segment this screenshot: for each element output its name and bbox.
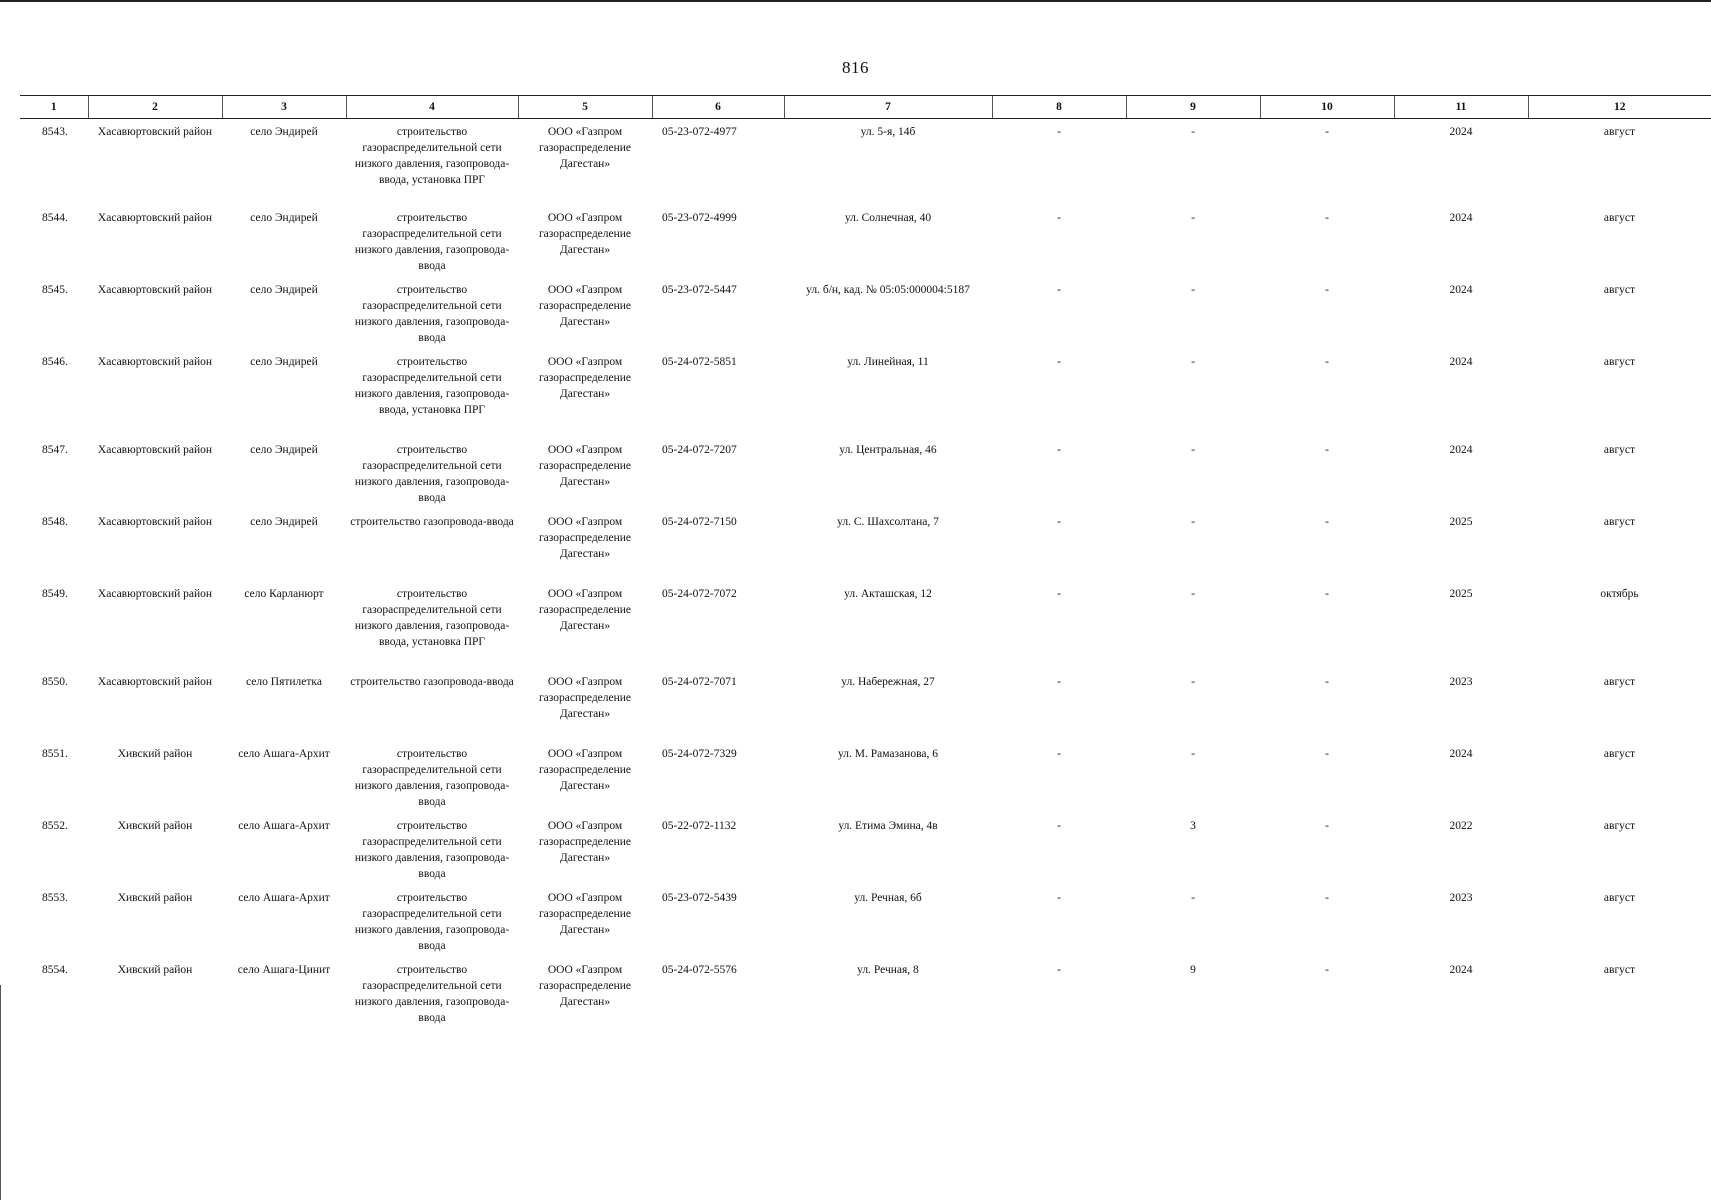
cell-registration-number: 05-23-072-4999 bbox=[662, 211, 737, 224]
column-header-12: 12 bbox=[1528, 96, 1711, 119]
cell-year: 2024 bbox=[1449, 443, 1473, 456]
cell-district: Хасавюртовский район bbox=[97, 211, 213, 224]
cell-year: 2024 bbox=[1449, 211, 1473, 224]
cell-work-description: строительство газораспределительной сети низкого давления, газопровода-ввода bbox=[354, 819, 510, 880]
cell-organization: ООО «Газпром газораспределение Дагестан» bbox=[538, 211, 632, 256]
cell-address: ул. б/н, кад. № 05:05:000004:5187 bbox=[806, 283, 970, 296]
cell-col-9: - bbox=[1191, 747, 1195, 760]
cell-work-description: строительство газораспределительной сети низкого давления, газопровода-ввода bbox=[354, 891, 510, 952]
cell-col-9: - bbox=[1191, 283, 1195, 296]
cell-col-9: - bbox=[1191, 675, 1195, 688]
cell-district: Хасавюртовский район bbox=[97, 515, 213, 528]
cell-registration-number: 05-24-072-7329 bbox=[662, 747, 737, 760]
cell-col-10: - bbox=[1325, 747, 1329, 760]
cell-settlement: село Пятилетка bbox=[246, 675, 322, 688]
cell-row-number: 8548. bbox=[42, 515, 68, 528]
cell-col-8: - bbox=[1057, 283, 1061, 296]
cell-organization: ООО «Газпром газораспределение Дагестан» bbox=[538, 587, 632, 632]
cell-col-10: - bbox=[1325, 587, 1329, 600]
cell-col-9: - bbox=[1191, 443, 1195, 456]
cell-district: Хивский район bbox=[117, 819, 193, 832]
cell-organization: ООО «Газпром газораспределение Дагестан» bbox=[538, 355, 632, 400]
cell-month: август bbox=[1603, 675, 1636, 688]
cell-row-number: 8545. bbox=[42, 283, 68, 296]
cell-col-10: - bbox=[1325, 355, 1329, 368]
column-header-10: 10 bbox=[1260, 96, 1394, 119]
cell-registration-number: 05-22-072-1132 bbox=[662, 819, 737, 832]
cell-address: ул. Акташская, 12 bbox=[844, 587, 932, 600]
cell-month: октябрь bbox=[1600, 587, 1639, 600]
cell-district: Хивский район bbox=[117, 963, 193, 976]
cell-settlement: село Карланюрт bbox=[244, 587, 324, 600]
cell-year: 2024 bbox=[1449, 283, 1473, 296]
cell-year: 2023 bbox=[1449, 675, 1473, 688]
column-header-7: 7 bbox=[784, 96, 992, 119]
cell-row-number: 8549. bbox=[42, 587, 68, 600]
cell-month: август bbox=[1603, 819, 1636, 832]
registry-table bbox=[20, 95, 1711, 1037]
cell-registration-number: 05-23-072-4977 bbox=[662, 126, 737, 138]
column-header-5: 5 bbox=[518, 96, 652, 119]
cell-work-description: строительство газораспределительной сети низкого давления, газопровода-ввода, установка ПРГ bbox=[354, 587, 510, 648]
cell-settlement: село Эндирей bbox=[250, 515, 318, 528]
cell-work-description: строительство газораспределительной сети низкого давления, газопровода-ввода, установка ПРГ bbox=[354, 126, 510, 186]
table-row bbox=[20, 885, 1711, 957]
cell-organization: ООО «Газпром газораспределение Дагестан» bbox=[538, 963, 632, 1008]
cell-col-8: - bbox=[1057, 515, 1061, 528]
cell-month: август bbox=[1603, 355, 1636, 368]
column-header-2: 2 bbox=[88, 96, 222, 119]
cell-row-number: 8552. bbox=[42, 819, 68, 832]
cell-settlement: село Эндирей bbox=[250, 355, 318, 368]
cell-month: август bbox=[1603, 515, 1636, 528]
cell-row-number: 8554. bbox=[42, 963, 68, 976]
cell-col-8: - bbox=[1057, 355, 1061, 368]
column-header-11: 11 bbox=[1394, 96, 1528, 119]
column-header-1: 1 bbox=[20, 96, 88, 119]
cell-year: 2024 bbox=[1449, 126, 1473, 138]
table-row bbox=[20, 205, 1711, 277]
cell-year: 2022 bbox=[1449, 819, 1473, 832]
table-row bbox=[20, 669, 1711, 741]
cell-registration-number: 05-23-072-5447 bbox=[662, 283, 737, 296]
table-body bbox=[20, 119, 1711, 1037]
cell-col-8: - bbox=[1057, 443, 1061, 456]
column-header-8: 8 bbox=[992, 96, 1126, 119]
cell-col-9: - bbox=[1191, 355, 1195, 368]
cell-month: август bbox=[1603, 126, 1636, 138]
cell-col-10: - bbox=[1325, 891, 1329, 904]
cell-col-8: - bbox=[1057, 587, 1061, 600]
cell-address: ул. Речная, 6б bbox=[854, 891, 922, 904]
cell-organization: ООО «Газпром газораспределение Дагестан» bbox=[538, 443, 632, 488]
cell-col-10: - bbox=[1325, 963, 1329, 976]
cell-settlement: село Эндирей bbox=[250, 211, 318, 224]
cell-address: ул. Речная, 8 bbox=[857, 963, 919, 976]
cell-col-9: - bbox=[1191, 211, 1195, 224]
cell-settlement: село Эндирей bbox=[250, 283, 318, 296]
cell-work-description: строительство газораспределительной сети низкого давления, газопровода-ввода bbox=[354, 747, 510, 808]
cell-organization: ООО «Газпром газораспределение Дагестан» bbox=[538, 283, 632, 328]
table-row bbox=[20, 741, 1711, 813]
cell-address: ул. С. Шахсолтана, 7 bbox=[837, 515, 939, 528]
table-row bbox=[20, 437, 1711, 509]
table-row bbox=[20, 349, 1711, 437]
cell-work-description: строительство газопровода-ввода bbox=[350, 675, 514, 688]
cell-address: ул. Набережная, 27 bbox=[841, 675, 935, 688]
cell-district: Хасавюртовский район bbox=[97, 587, 213, 600]
cell-registration-number: 05-24-072-7071 bbox=[662, 675, 737, 688]
cell-work-description: строительство газораспределительной сети низкого давления, газопровода-ввода bbox=[354, 211, 510, 272]
cell-row-number: 8547. bbox=[42, 443, 68, 456]
cell-col-9: - bbox=[1191, 891, 1195, 904]
column-header-6: 6 bbox=[652, 96, 784, 119]
column-header-4: 4 bbox=[346, 96, 518, 119]
cell-organization: ООО «Газпром газораспределение Дагестан» bbox=[538, 891, 632, 936]
cell-organization: ООО «Газпром газораспределение Дагестан» bbox=[538, 819, 632, 864]
cell-col-9: 3 bbox=[1190, 819, 1196, 832]
cell-settlement: село Ашага-Архит bbox=[238, 891, 330, 904]
cell-row-number: 8550. bbox=[42, 675, 68, 688]
cell-month: август bbox=[1603, 747, 1636, 760]
cell-col-10: - bbox=[1325, 211, 1329, 224]
cell-work-description: строительство газораспределительной сети низкого давления, газопровода-ввода bbox=[354, 283, 510, 344]
cell-year: 2024 bbox=[1449, 963, 1473, 976]
cell-address: ул. Линейная, 11 bbox=[847, 355, 929, 368]
cell-work-description: строительство газораспределительной сети низкого давления, газопровода-ввода, установка ПРГ bbox=[354, 355, 510, 416]
cell-district: Хивский район bbox=[117, 747, 193, 760]
cell-settlement: село Ашага-Архит bbox=[238, 819, 330, 832]
table-row bbox=[20, 509, 1711, 581]
column-header-9: 9 bbox=[1126, 96, 1260, 119]
cell-year: 2025 bbox=[1449, 587, 1473, 600]
cell-year: 2024 bbox=[1449, 747, 1473, 760]
cell-year: 2023 bbox=[1449, 891, 1473, 904]
page-number: 816 bbox=[842, 58, 869, 77]
cell-row-number: 8551. bbox=[42, 747, 68, 760]
table-row bbox=[20, 957, 1711, 1037]
cell-district: Хасавюртовский район bbox=[97, 443, 213, 456]
cell-registration-number: 05-24-072-5851 bbox=[662, 355, 737, 368]
cell-col-8: - bbox=[1057, 126, 1061, 138]
table-row bbox=[20, 581, 1711, 669]
cell-registration-number: 05-24-072-7150 bbox=[662, 515, 737, 528]
table-row bbox=[20, 813, 1711, 885]
cell-col-10: - bbox=[1325, 675, 1329, 688]
cell-registration-number: 05-24-072-7207 bbox=[662, 443, 737, 456]
column-header-3: 3 bbox=[222, 96, 346, 119]
cell-address: ул. Солнечная, 40 bbox=[844, 211, 932, 224]
cell-col-9: 9 bbox=[1190, 963, 1196, 976]
cell-col-9: - bbox=[1191, 587, 1195, 600]
cell-address: ул. 5-я, 14б bbox=[860, 126, 916, 138]
cell-year: 2024 bbox=[1449, 355, 1473, 368]
cell-organization: ООО «Газпром газораспределение Дагестан» bbox=[538, 747, 632, 792]
cell-col-10: - bbox=[1325, 515, 1329, 528]
cell-month: август bbox=[1603, 211, 1636, 224]
cell-settlement: село Ашага-Архит bbox=[238, 747, 330, 760]
cell-row-number: 8543. bbox=[42, 126, 68, 138]
cell-row-number: 8544. bbox=[42, 211, 68, 224]
cell-col-10: - bbox=[1325, 126, 1329, 138]
cell-col-8: - bbox=[1057, 891, 1061, 904]
cell-month: август bbox=[1603, 443, 1636, 456]
cell-col-8: - bbox=[1057, 211, 1061, 224]
cell-registration-number: 05-24-072-7072 bbox=[662, 587, 737, 600]
cell-col-9: - bbox=[1191, 515, 1195, 528]
cell-col-8: - bbox=[1057, 747, 1061, 760]
cell-district: Хивский район bbox=[117, 891, 193, 904]
cell-organization: ООО «Газпром газораспределение Дагестан» bbox=[538, 675, 632, 720]
scan-edge-line bbox=[0, 985, 1, 1200]
header-row bbox=[20, 96, 1711, 119]
cell-work-description: строительство газораспределительной сети низкого давления, газопровода-ввода bbox=[354, 443, 510, 504]
cell-settlement: село Эндирей bbox=[250, 126, 318, 138]
cell-col-9: - bbox=[1191, 126, 1195, 138]
cell-registration-number: 05-23-072-5439 bbox=[662, 891, 737, 904]
cell-col-10: - bbox=[1325, 283, 1329, 296]
cell-organization: ООО «Газпром газораспределение Дагестан» bbox=[538, 515, 632, 560]
cell-address: ул. М. Рамазанова, 6 bbox=[838, 747, 938, 760]
cell-district: Хасавюртовский район bbox=[97, 126, 213, 138]
cell-district: Хасавюртовский район bbox=[97, 355, 213, 368]
cell-address: ул. Центральная, 46 bbox=[839, 443, 937, 456]
table-row bbox=[20, 119, 1711, 205]
cell-col-8: - bbox=[1057, 963, 1061, 976]
cell-col-8: - bbox=[1057, 675, 1061, 688]
cell-work-description: строительство газопровода-ввода bbox=[350, 515, 514, 528]
cell-work-description: строительство газораспределительной сети низкого давления, газопровода-ввода bbox=[354, 963, 510, 1024]
cell-col-10: - bbox=[1325, 443, 1329, 456]
cell-settlement: село Эндирей bbox=[250, 443, 318, 456]
table-row bbox=[20, 277, 1711, 349]
cell-month: август bbox=[1603, 963, 1636, 976]
cell-col-8: - bbox=[1057, 819, 1061, 832]
cell-district: Хасавюртовский район bbox=[97, 283, 213, 296]
cell-registration-number: 05-24-072-5576 bbox=[662, 963, 737, 976]
cell-month: август bbox=[1603, 283, 1636, 296]
table-header bbox=[20, 96, 1711, 119]
cell-col-10: - bbox=[1325, 819, 1329, 832]
cell-district: Хасавюртовский район bbox=[97, 675, 213, 688]
cell-row-number: 8546. bbox=[42, 355, 68, 368]
cell-row-number: 8553. bbox=[42, 891, 68, 904]
cell-address: ул. Етима Эмина, 4в bbox=[838, 819, 938, 832]
cell-month: август bbox=[1603, 891, 1636, 904]
cell-organization: ООО «Газпром газораспределение Дагестан» bbox=[538, 126, 632, 170]
cell-settlement: село Ашага-Цинит bbox=[237, 963, 331, 976]
cell-year: 2025 bbox=[1449, 515, 1473, 528]
top-rule bbox=[0, 0, 1711, 2]
